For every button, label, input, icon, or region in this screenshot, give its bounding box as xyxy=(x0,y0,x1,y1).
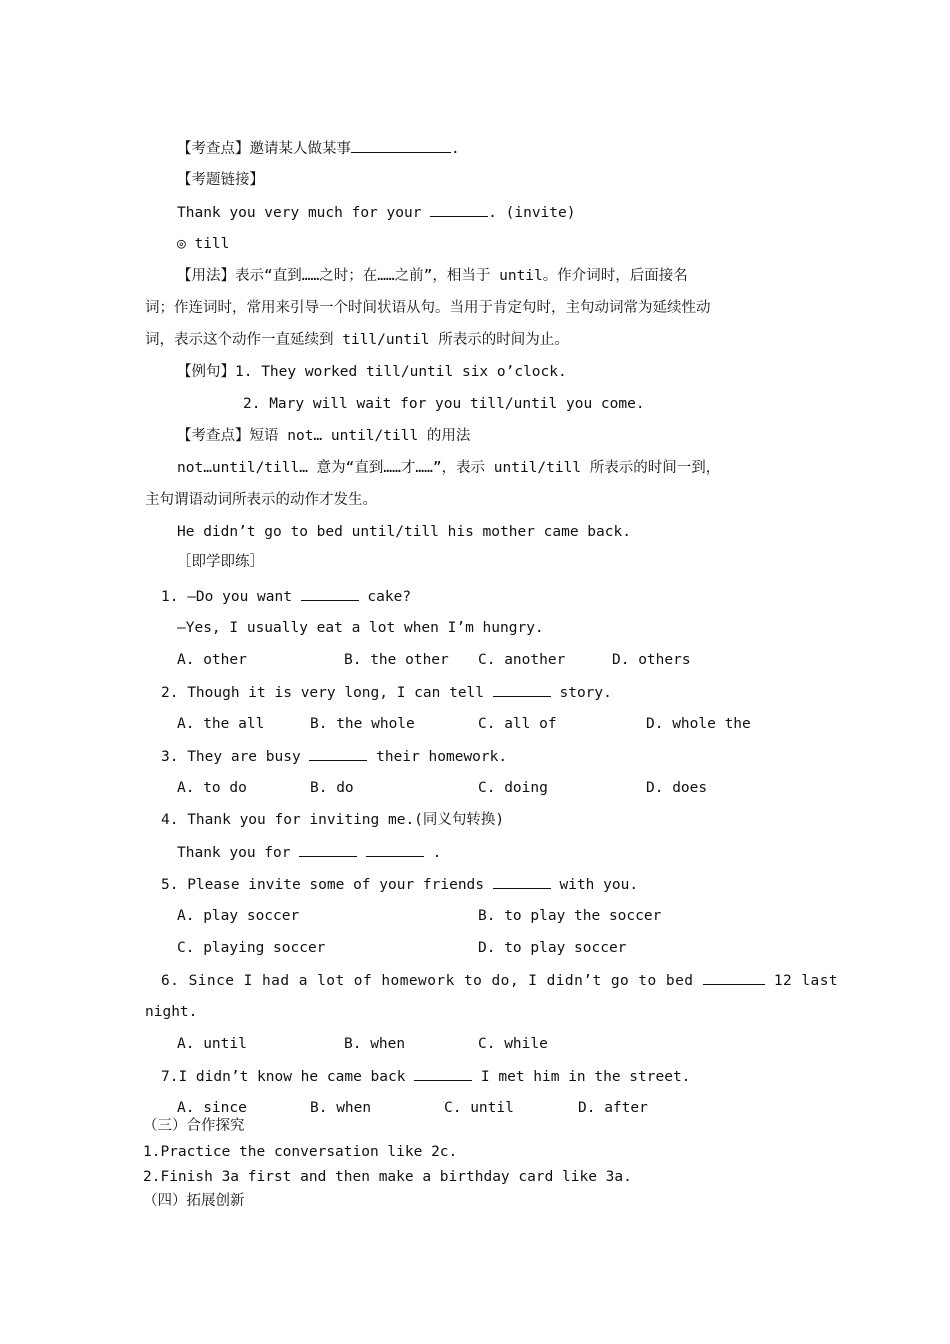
option-c: C. doing xyxy=(478,780,548,796)
option-a: A. since xyxy=(177,1100,247,1116)
option-a: A. until xyxy=(177,1036,247,1052)
option-a: A. to do xyxy=(177,780,247,796)
option-b: B. when xyxy=(344,1036,406,1052)
not-until-line-2: 主句谓语动词所表示的动作才发生。 xyxy=(145,492,377,508)
question-text: Please invite some of your friends xyxy=(187,877,493,893)
question-text: Since I had a lot of homework to do, I didn’t go to bed xyxy=(188,973,703,989)
option-c: C. playing soccer xyxy=(177,940,326,956)
section-4-heading: （四）拓展创新 xyxy=(143,1193,245,1209)
question-text: their homework. xyxy=(367,749,508,765)
question-7 xyxy=(161,1066,690,1087)
answer-blank xyxy=(309,746,367,761)
option-c: C. all of xyxy=(478,716,557,732)
option-b: B. to play the soccer xyxy=(478,908,662,924)
example-2: 2. Mary will wait for you till/until you come. xyxy=(243,396,645,412)
question-number: 3. xyxy=(161,749,179,765)
answer-blank xyxy=(301,586,359,601)
question-number: 7. xyxy=(161,1069,179,1085)
usage-text-1: 表示“直到……之时；在……之前”，相当于 until。作介词时，后面接名 xyxy=(235,268,688,284)
option-b: B. the other xyxy=(344,652,449,668)
example-sentence xyxy=(177,202,575,223)
period: . xyxy=(451,141,460,157)
option-c: C. another xyxy=(478,652,566,668)
answer-blank xyxy=(493,874,551,889)
answer-blank xyxy=(351,138,451,153)
option-d: D. to play soccer xyxy=(478,940,627,956)
example-sentence-before: Thank you very much for your xyxy=(177,205,431,221)
answer-blank xyxy=(299,842,357,857)
example-sentence-after: . (invite) xyxy=(488,205,576,221)
answer-blank xyxy=(703,970,765,985)
example-1: 1. They worked till/until six o’clock. xyxy=(235,364,567,380)
question-4-answer-line xyxy=(177,842,441,863)
question-text: story. xyxy=(550,685,612,701)
question-number: 4. xyxy=(161,812,179,828)
answer-blank xyxy=(430,202,488,217)
option-d: D. others xyxy=(612,652,691,668)
question-3 xyxy=(161,746,507,767)
question-1-reply: —Yes, I usually eat a lot when I’m hungry. xyxy=(177,620,544,636)
usage-line-3: 词，表示这个动作一直延续到 till/until 所表示的时间为止。 xyxy=(145,332,569,348)
question-text: 12 last xyxy=(764,973,839,989)
question-text: I didn’t know he came back xyxy=(178,1069,415,1085)
question-2 xyxy=(161,682,612,703)
question-number: 2. xyxy=(161,685,179,701)
option-d: D. after xyxy=(578,1100,648,1116)
question-6-continuation: night. xyxy=(145,1004,198,1020)
kaochadian-line-2 xyxy=(177,426,470,446)
question-number: 5. xyxy=(161,877,179,893)
answer-blank xyxy=(366,842,424,857)
not-until-example: He didn’t go to bed until/till his mother came back. xyxy=(177,524,631,540)
practice-heading: ［即学即练］ xyxy=(177,554,264,570)
question-text: I met him in the street. xyxy=(472,1069,691,1085)
question-text: Thank you for inviting me.(同义句转换) xyxy=(187,812,505,828)
answer-blank xyxy=(493,682,551,697)
examples-label: 【例句】 xyxy=(177,364,235,380)
kaochadian-text: 邀请某人做某事 xyxy=(249,141,351,157)
usage-line-2: 词；作连词时，常用来引导一个时间状语从句。当用于肯定句时，主句动词常为延续性动 xyxy=(145,300,711,316)
answer-blank xyxy=(414,1066,472,1081)
option-b: B. the whole xyxy=(310,716,415,732)
option-c: C. while xyxy=(478,1036,548,1052)
question-5 xyxy=(161,874,638,895)
kaochadian-label: 【考查点】 xyxy=(177,428,250,444)
section-3-item-2: 2.Finish 3a first and then make a birthday card like 3a. xyxy=(143,1169,632,1185)
question-number: 6. xyxy=(161,973,180,989)
question-number: 1. xyxy=(161,589,179,605)
option-a: A. play soccer xyxy=(177,908,300,924)
question-6 xyxy=(161,970,838,991)
question-text: with you. xyxy=(550,877,639,893)
question-text: . xyxy=(423,845,442,861)
section-3-item-1: 1.Practice the conversation like 2c. xyxy=(143,1144,458,1160)
not-until-line-1: not…until/till… 意为“直到……才……”，表示 until/till 所表示的时间一到， xyxy=(177,460,721,476)
option-d: D. does xyxy=(646,780,708,796)
kaochadian-label: 【考查点】 xyxy=(177,141,250,157)
usage-label: 【用法】 xyxy=(177,268,235,284)
question-4 xyxy=(161,810,504,830)
option-b: B. when xyxy=(310,1100,372,1116)
question-text: Thank you for xyxy=(177,845,300,861)
kaotilianjie-label: 【考题链接】 xyxy=(177,172,264,188)
kaochadian-text: 短语 not… until/till 的用法 xyxy=(249,428,471,444)
till-heading: ◎ till xyxy=(177,236,230,252)
option-d: D. whole the xyxy=(646,716,751,732)
option-c: C. until xyxy=(444,1100,514,1116)
section-3-heading: （三）合作探究 xyxy=(143,1118,245,1134)
question-text: cake? xyxy=(358,589,412,605)
option-b: B. do xyxy=(310,780,354,796)
question-text: Though it is very long, I can tell xyxy=(187,685,493,701)
usage-line-1 xyxy=(177,266,688,286)
kaochadian-line-1 xyxy=(177,138,460,159)
question-1 xyxy=(161,586,411,607)
question-text: —Do you want xyxy=(187,589,301,605)
option-a: A. other xyxy=(177,652,247,668)
option-a: A. the all xyxy=(177,716,265,732)
example-line-1 xyxy=(177,362,567,382)
question-text: They are busy xyxy=(187,749,310,765)
